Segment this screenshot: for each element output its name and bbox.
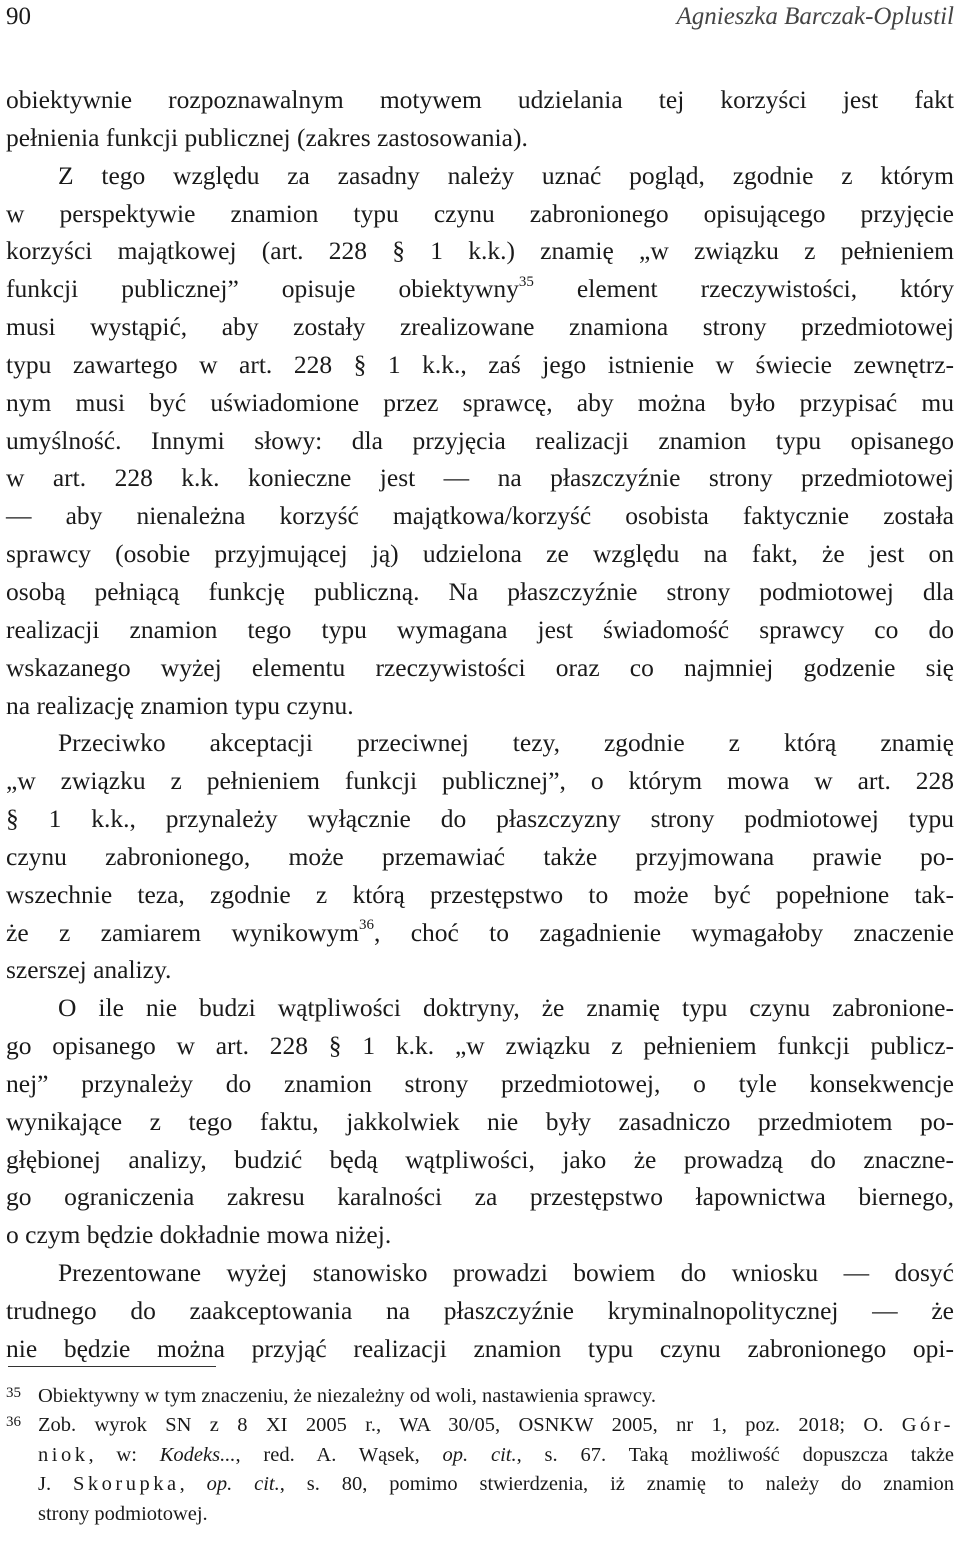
text-line: realizacji znamion tego typu wymagana jest świadomość sprawcy co do (6, 614, 954, 644)
text-line: „w związku z pełnieniem funkcji publicznej”, o którym mowa w art. 228 (6, 766, 954, 796)
text-segment: , s. 67. Taką możliwość dopuszcza także (516, 1443, 955, 1466)
text-line: trudnego do zaakceptowania na płaszczyźnie kryminalnopolitycznej — że (6, 1296, 954, 1325)
running-head-author: Agnieszka Barczak-Oplustil (676, 3, 954, 30)
text-line: w perspektywie znamion typu czynu zabronionego opisującego przyjęcie (6, 198, 954, 228)
text-line: obiektywnie rozpoznawalnym motywem udzielania tej korzyści jest fakt (6, 85, 954, 114)
footnote-divider (8, 1366, 216, 1367)
text-line (6, 914, 954, 952)
footnote-line: strony podmiotowej. (38, 1502, 208, 1525)
text-line: czynu zabronionego, może przemawiać także przyjmowana prawie po- (6, 841, 954, 871)
main-text (6, 81, 954, 1368)
text-line: nej” przynależy do znamion strony przedmiotowej, o tyle konsekwencje (6, 1068, 954, 1098)
text-line: szerszej analizy. (6, 955, 172, 985)
page-header (0, 0, 960, 40)
text-line: sprawcy (osobie przyjmującej ją) udzielona ze względu na fakt, że jest on (6, 539, 954, 569)
text-line: Przeciwko akceptacji przeciwnej tezy, zgodnie z którą znamię (58, 728, 954, 758)
footnotes (6, 1382, 954, 1529)
footnote-number: 36 (6, 1414, 21, 1431)
text-line: korzyści majątkowej (art. 228 § 1 k.k.) znamię „w związku z pełnieniem (6, 236, 954, 266)
text-line: osobą pełniącą funkcję publiczną. Na płaszczyźnie strony podmiotowej dla (6, 576, 954, 606)
text-segment: że z zamiarem wynikowym (6, 917, 359, 947)
text-line: musi wystąpić, aby zostały zrealizowane znamiona strony przedmiotowej (6, 312, 954, 342)
text-segment: funkcji publicznej” opisuje obiektywny (6, 274, 519, 304)
text-segment: , s. 80, pomimo stwierdzenia, iż znamię to należy do znamion (279, 1473, 955, 1496)
text-segment: , choć to zagadnienie wymagałoby znaczenie (373, 917, 954, 947)
text-line: typu zawartego w art. 228 § 1 k.k., zaś jego istnienie w świecie zewnętrz- (6, 349, 954, 379)
text-line: Z tego względu za zasadny należy uznać pogląd, zgodnie z którym (58, 160, 954, 190)
footnote-36 (6, 1411, 954, 1529)
text-line: Prezentowane wyżej stanowisko prowadzi bowiem do wniosku — dosyć (58, 1258, 954, 1288)
footnote-ref-36[interactable]: 36 (358, 917, 374, 934)
text-line: pełnienia funkcji publicznej (zakres zastosowania). (6, 122, 528, 152)
text-segment: , w: (88, 1443, 160, 1466)
footnote-35 (6, 1382, 954, 1411)
page-number: 90 (6, 3, 31, 30)
text-segment: J. (38, 1473, 73, 1496)
text-segment: element rzeczywistości, który (533, 274, 954, 304)
italic-citation: op. cit. (206, 1473, 280, 1496)
text-line: O ile nie budzi wątpliwości doktryny, że znamię typu czynu zabronione- (58, 993, 954, 1023)
italic-title: Kodeks... (159, 1443, 236, 1466)
text-line: w art. 228 k.k. konieczne jest — na płaszczyźnie strony przedmiotowej (6, 463, 954, 493)
text-line: — aby nienależna korzyść majątkowa/korzyść osobista faktycznie została (6, 501, 954, 531)
text-segment: , red. A. Wąsek, (235, 1443, 443, 1466)
footnote-ref-35[interactable]: 35 (518, 273, 534, 290)
text-line (6, 270, 954, 308)
footnote-line: Obiektywny w tym znaczeniu, że niezależny od woli, nastawienia sprawcy. (38, 1385, 657, 1407)
footnote-line (38, 1411, 954, 1440)
text-line: § 1 k.k., przynależy wyłącznie do płaszczyzny strony podmiotowej typu (6, 804, 954, 834)
author-name-spaced: Gór- (901, 1414, 954, 1437)
text-line: wskazanego wyżej elementu rzeczywistości oraz co najmniej godzenie się (6, 652, 954, 682)
text-segment: , (179, 1473, 207, 1496)
author-name-spaced: niok (38, 1443, 89, 1466)
text-line: głębionej analizy, budzić będą wątpliwości, jako że prowadzą do znaczne- (6, 1144, 954, 1174)
text-line: o czym będzie dokładnie mowa niżej. (6, 1220, 392, 1250)
text-line: go opisanego w art. 228 § 1 k.k. „w związku z pełnieniem funkcji publicz- (6, 1031, 954, 1061)
text-segment: Zob. wyrok SN z 8 XI 2005 r., WA 30/05, OSNKW 2005, nr 1, poz. 2018; O. (38, 1414, 902, 1437)
text-line: wszechnie teza, zgodnie z którą przestępstwo to może być popełnione tak- (6, 879, 954, 909)
footnote-number: 35 (6, 1385, 21, 1401)
text-line: umyślność. Innymi słowy: dla przyjęcia realizacji znamion typu opisanego (6, 425, 954, 455)
footnote-line (38, 1441, 954, 1470)
italic-citation: op. cit. (442, 1443, 517, 1466)
text-line: nie będzie można przyjąć realizacji znamion typu czynu zabronionego opi- (6, 1333, 954, 1363)
footnote-line (38, 1470, 954, 1499)
author-name-spaced: Skorupka (73, 1473, 180, 1496)
text-line: wynikające z tego faktu, jakkolwiek nie były zasadniczo przedmiotem po- (6, 1106, 954, 1136)
text-line: go ograniczenia zakresu karalności za przestępstwo łapownictwa biernego, (6, 1182, 954, 1212)
text-line: nym musi być uświadomione przez sprawcę, aby można było przypisać mu (6, 387, 954, 417)
text-line: na realizację znamion typu czynu. (6, 690, 354, 720)
